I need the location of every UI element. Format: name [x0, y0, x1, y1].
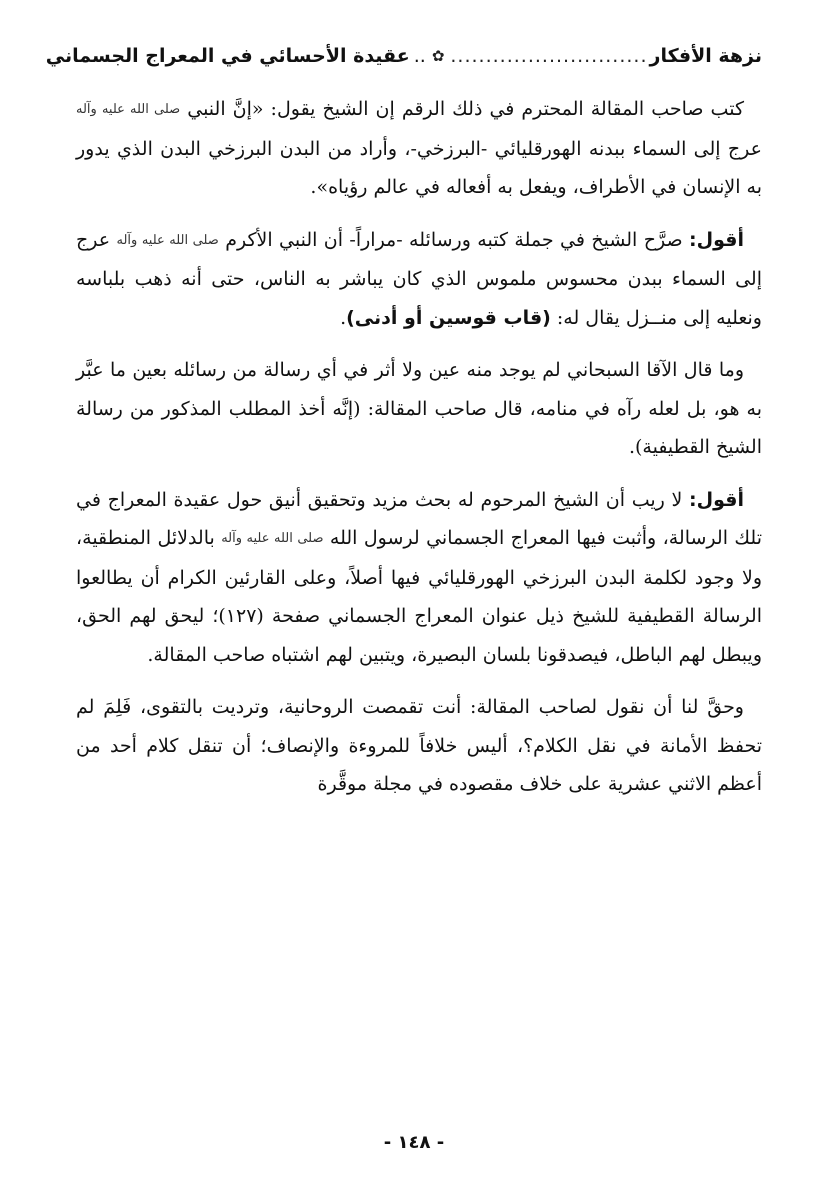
paragraph-text: لا ريب أن الشيخ المرحوم له بحث مزيد وتحقيق أنيق حول عقيدة المعراج في تلك الرسالة، وأثبت فيها المعراج الجسماني لرسول الله [76, 488, 762, 549]
paragraph-text: . [340, 306, 347, 329]
honorific-glyph: صلى الله عليه وآله [116, 232, 219, 248]
paragraph-2 [76, 221, 762, 338]
section-title: عقيدة الأحسائي في المعراج الجسماني [45, 45, 410, 67]
honorific-glyph: صلى الله عليه وآله [76, 102, 181, 117]
paragraph-3 [76, 351, 762, 467]
paragraph-text: بالدلائل المنطقية، ولا وجود لكلمة البدن البرزخي الهورقليائي فيها أصلاً، وعلى القارئين الكرام أن يطالعوا الرسالة القطيفية للشيخ ذيل عنوان المعراج الجسماني صفحة (١٢٧)؛ ليحق لهم الحق، ويبطل لهم الباطل، فيصدقونا بلسان البصيرة، ويتبين لهم اشتباه صاحب المقالة. [76, 527, 762, 666]
aqul-label: أقول: [689, 228, 744, 251]
page-body [76, 90, 762, 818]
paragraph-text: كتب صاحب المقالة المحترم في ذلك الرقم إن الشيخ يقول: «إنَّ النبي [180, 98, 744, 120]
flower-ornament-icon: ✿ [431, 47, 445, 65]
book-title: نزهة الأفكار [649, 45, 762, 67]
quran-quote: (قاب قوسين أو أدنى) [346, 306, 551, 329]
paragraph-text: عرج إلى السماء ببدنه الهورقليائي -البرزخي-، وأراد من البدن البرزخي البدن الذي يدور به الإنسان في الأطراف، ويفعل به أفعاله في عالم رؤياه». [76, 137, 762, 198]
paragraph-text: وحقَّ لنا أن نقول لصاحب المقالة: أنت تقمصت الروحانية، وترديت بالتقوى، فَلِمَ لم تحفظ الأمانة في نقل الكلام؟، أليس خلافاً للمروءة والإنصاف؛ أن تنقل كلام أحد من أعظم الاثني عشرية على خلاف مقصوده في مجلة موقَّرة [76, 696, 762, 795]
aqul-label: أقول: [689, 488, 744, 511]
honorific-glyph: صلى الله عليه وآله [221, 531, 324, 546]
paragraph-4 [76, 481, 762, 675]
running-header [45, 38, 762, 74]
paragraph-text: عرج إلى السماء ببدن محسوس ملموس الذي كان يباشر به الناس، حتى أنه ذهب بلباسه ونعليه إلى منــزل يقال له: [76, 228, 762, 329]
paragraph-1 [76, 90, 762, 207]
paragraph-text: صرَّح الشيخ في جملة كتبه ورسائله -مراراً- أن النبي الأكرم [218, 228, 690, 251]
paragraph-5 [76, 688, 762, 804]
header-short-dots: .. [413, 45, 426, 67]
header-leader-dots: ............................ [450, 45, 648, 67]
page-number: - ١٤٨ - [383, 1132, 445, 1153]
paragraph-text: وما قال الآقا السبحاني لم يوجد منه عين ولا أثر في أي رسالة من رسائله بعين ما عبَّر به هو، بل لعله رآه في منامه، قال صاحب المقالة: (إنَّه أخذ المطلب المذكور من رسالة الشيخ القطيفية). [76, 359, 762, 458]
